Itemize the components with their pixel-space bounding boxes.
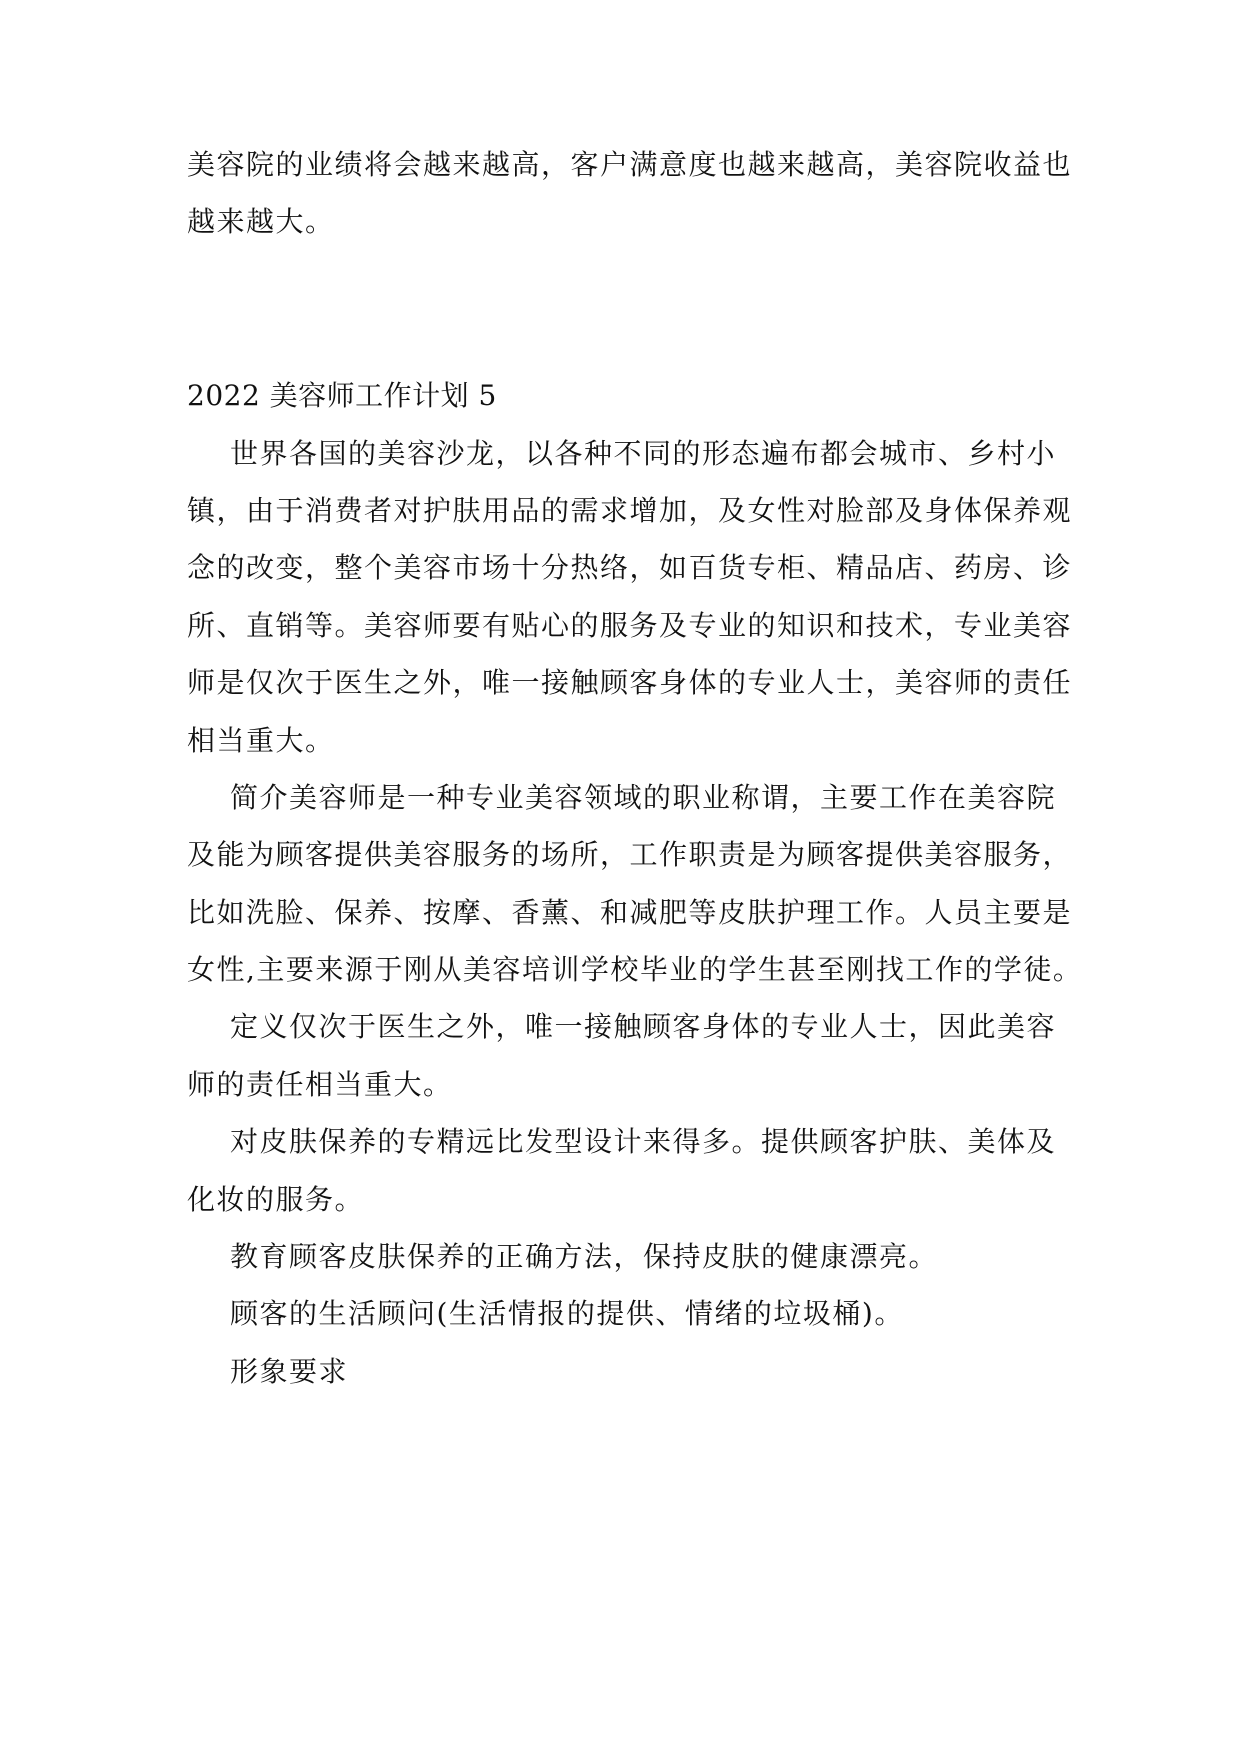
paragraph2-line-2: 及能为顾客提供美容服务的场所，工作职责是为顾客提供美容服务， (187, 838, 1073, 871)
paragraph3-line-2: 师的责任相当重大。 (187, 1068, 453, 1101)
paragraph7: 形象要求 (230, 1355, 349, 1388)
paragraph6: 顾客的生活顾问(生活情报的提供、情绪的垃圾桶)。 (230, 1297, 904, 1330)
paragraph1-line-6: 相当重大。 (187, 724, 335, 757)
intro-line-2: 越来越大。 (187, 205, 335, 238)
paragraph2-line-3: 比如洗脸、保养、按摩、香薰、和减肥等皮肤护理工作。人员主要是 (187, 896, 1073, 929)
paragraph1-line-3: 念的改变，整个美容市场十分热络，如百货专柜、精品店、药房、诊 (187, 551, 1073, 584)
paragraph1-line-1: 世界各国的美容沙龙，以各种不同的形态遍布都会城市、乡村小 (230, 437, 1057, 470)
section-title: 2022 美容师工作计划 5 (187, 379, 497, 412)
paragraph4-line-1: 对皮肤保养的专精远比发型设计来得多。提供顾客护肤、美体及 (230, 1125, 1057, 1158)
paragraph2-line-1: 简介美容师是一种专业美容领域的职业称谓，主要工作在美容院 (230, 781, 1057, 814)
intro-line-1: 美容院的业绩将会越来越高，客户满意度也越来越高，美容院收益也 (187, 148, 1073, 181)
paragraph2-line-4: 女性,主要来源于刚从美容培训学校毕业的学生甚至刚找工作的学徒。 (187, 953, 1083, 986)
paragraph4-line-2: 化妆的服务。 (187, 1183, 365, 1216)
paragraph1-line-4: 所、直销等。美容师要有贴心的服务及专业的知识和技术，专业美容 (187, 609, 1073, 642)
paragraph5: 教育顾客皮肤保养的正确方法，保持皮肤的健康漂亮。 (230, 1240, 939, 1273)
paragraph1-line-5: 师是仅次于医生之外，唯一接触顾客身体的专业人士，美容师的责任 (187, 666, 1073, 699)
paragraph1-line-2: 镇，由于消费者对护肤用品的需求增加，及女性对脸部及身体保养观 (187, 494, 1073, 527)
paragraph3-line-1: 定义仅次于医生之外，唯一接触顾客身体的专业人士，因此美容 (230, 1010, 1057, 1043)
